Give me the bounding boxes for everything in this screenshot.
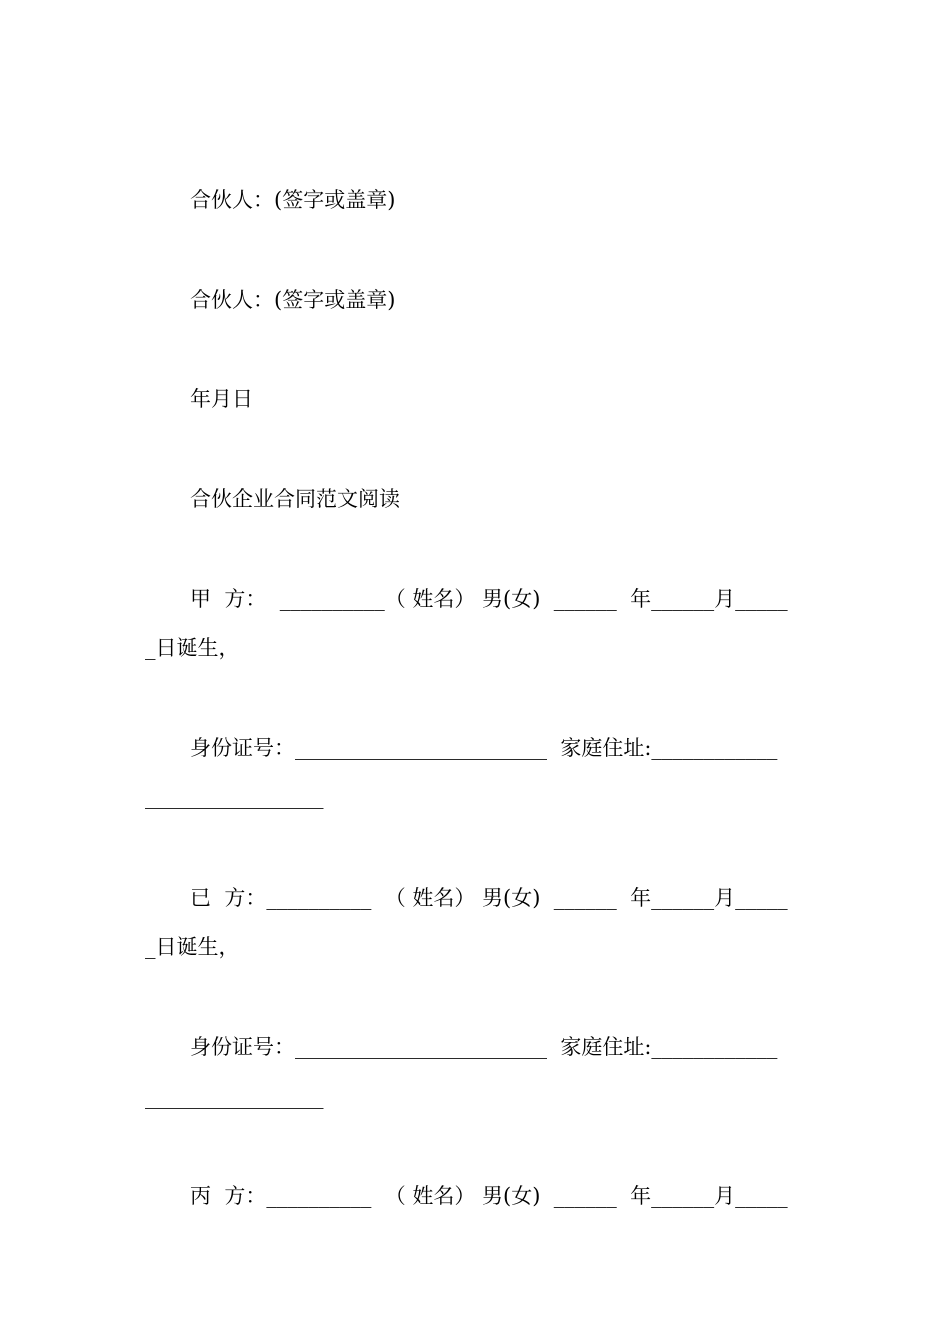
partner-signature-line-1: 合伙人：(签字或盖章): [190, 188, 396, 212]
party-b-id-line: 身份证号：________________________ 家庭住址:____________: [190, 1035, 778, 1059]
party-a-info-line: 甲 方： __________（ 姓名） 男(女) ______ 年______月_____: [190, 587, 788, 611]
party-b-birth-line: _日诞生，: [145, 935, 240, 959]
date-line: 年月日: [190, 387, 253, 411]
party-b-address-continuation: _________________: [145, 1085, 324, 1109]
party-a-id-line: 身份证号：________________________ 家庭住址:____________: [190, 736, 778, 760]
party-c-info-line: 丙 方：__________ （ 姓名） 男(女) ______ 年______月_____: [190, 1184, 788, 1208]
partner-signature-line-2: 合伙人：(签字或盖章): [190, 288, 396, 312]
party-a-address-continuation: _________________: [145, 785, 324, 809]
section-title: 合伙企业合同范文阅读: [190, 487, 400, 511]
party-a-birth-line: _日诞生，: [145, 636, 240, 660]
party-b-info-line: 已 方：__________ （ 姓名） 男(女) ______ 年______月_____: [190, 886, 788, 910]
